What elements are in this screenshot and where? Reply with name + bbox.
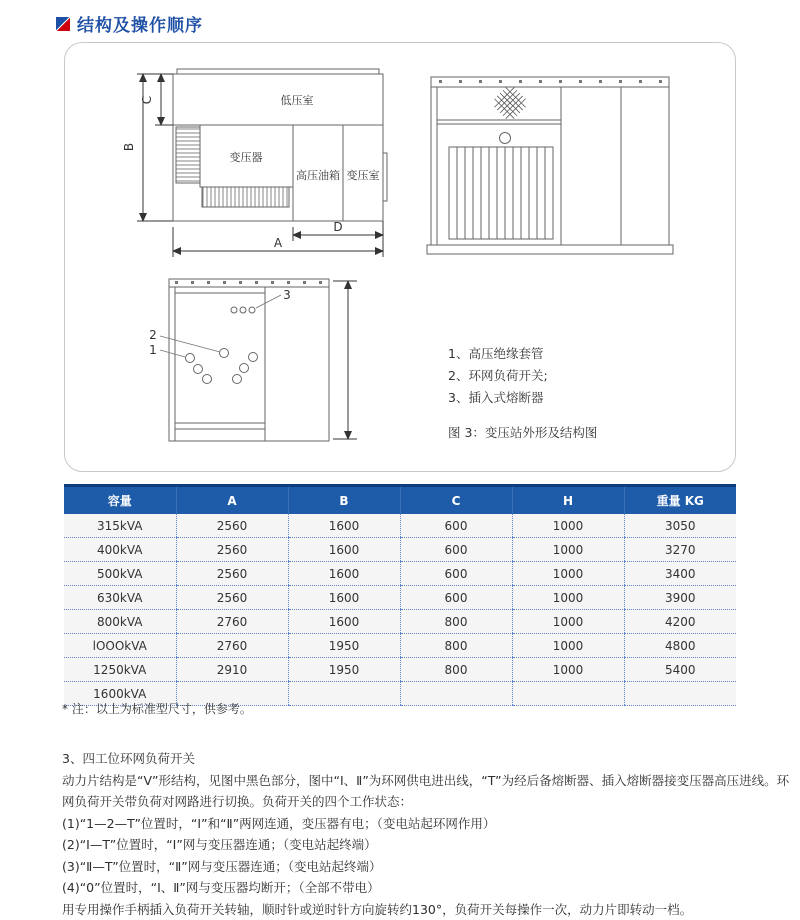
- table-row: [64, 658, 736, 682]
- table-cell: 600: [400, 586, 512, 610]
- text-line: (3)“Ⅱ—T”位置时，“Ⅱ”网与变压器连通；（变电站起终端）: [62, 856, 772, 878]
- table-cell: 1000: [512, 610, 624, 634]
- table-cell: 2910: [176, 658, 288, 682]
- table-cell: 600: [400, 562, 512, 586]
- section-header: [56, 11, 203, 36]
- table-cell: 800: [400, 658, 512, 682]
- callout-2-label: 2: [149, 328, 157, 342]
- legend-item: 1、高压绝缘套管: [448, 343, 548, 365]
- table-cell: 1600: [288, 562, 400, 586]
- dim-label-b: B: [122, 143, 136, 151]
- label-hv-oil-tank: 高压油箱: [296, 168, 340, 182]
- table-cell: 2760: [176, 634, 288, 658]
- column-header-h: H: [512, 486, 624, 515]
- table-row: [64, 538, 736, 562]
- table-header-row: [64, 486, 736, 515]
- text-line: (2)“Ⅰ—T”位置时，“Ⅰ”网与变压器连通；（变电站起终端）: [62, 834, 772, 856]
- table-cell: 1600: [288, 538, 400, 562]
- dim-label-a: A: [274, 236, 283, 250]
- callout-1-label: 1: [149, 343, 157, 357]
- figure-legend: [448, 343, 548, 409]
- table-cell: [512, 682, 624, 706]
- table-row: [64, 610, 736, 634]
- column-header-weight: 重量 KG: [624, 486, 736, 515]
- table-cell: [624, 682, 736, 706]
- table-cell: 1600: [288, 610, 400, 634]
- table-cell: 600: [400, 538, 512, 562]
- table-cell: 1250kVA: [64, 658, 176, 682]
- table-cell: 400kVA: [64, 538, 176, 562]
- spec-table: [64, 484, 736, 706]
- table-cell: 3400: [624, 562, 736, 586]
- table-cell: lOOOkVA: [64, 634, 176, 658]
- table-cell: 2560: [176, 514, 288, 538]
- column-header-b: B: [288, 486, 400, 515]
- table-row: [64, 562, 736, 586]
- table-cell: 1000: [512, 634, 624, 658]
- page-title: 结构及操作顺序: [77, 11, 203, 36]
- table-note: * 注：以上为标准型尺寸，供参考。: [62, 700, 252, 717]
- table-cell: 1600: [288, 514, 400, 538]
- table-cell: 5400: [624, 658, 736, 682]
- table-cell: 2760: [176, 610, 288, 634]
- table-cell: 800: [400, 634, 512, 658]
- table-cell: 1000: [512, 514, 624, 538]
- table-cell: 1950: [288, 658, 400, 682]
- table-row: [64, 634, 736, 658]
- table-cell: 630kVA: [64, 586, 176, 610]
- figure-panel: [64, 42, 736, 472]
- table-row: [64, 586, 736, 610]
- table-cell: 3270: [624, 538, 736, 562]
- legend-item: 2、环网负荷开关;: [448, 365, 548, 387]
- table-cell: 2560: [176, 538, 288, 562]
- table-cell: 3050: [624, 514, 736, 538]
- figure-caption: 图 3：变压站外形及结构图: [448, 423, 597, 441]
- label-transformer: 变压器: [230, 150, 263, 164]
- table-cell: 3900: [624, 586, 736, 610]
- table-cell: 1000: [512, 658, 624, 682]
- table-row: [64, 514, 736, 538]
- table-cell: 4800: [624, 634, 736, 658]
- column-header-c: C: [400, 486, 512, 515]
- column-header-a: A: [176, 486, 288, 515]
- figure3-drawing: [65, 43, 735, 471]
- table-cell: 500kVA: [64, 562, 176, 586]
- table-cell: 2560: [176, 562, 288, 586]
- table-cell: 1600kVA: [64, 682, 176, 706]
- text-line: 动力片结构是“V”形结构，见图中黑色部分，图中“Ⅰ、Ⅱ”为环网供电进出线，“T”为经后备熔断器、插入熔断器接变压器高压进线。环: [62, 770, 772, 792]
- table-cell: 800: [400, 610, 512, 634]
- table-cell: 4200: [624, 610, 736, 634]
- text-line: 网负荷开关带负荷对网路进行切换。负荷开关的四个工作状态：: [62, 791, 772, 813]
- table-cell: 1600: [288, 586, 400, 610]
- table-cell: 600: [400, 514, 512, 538]
- vent-hatch-decal: [494, 87, 525, 118]
- table-cell: 315kVA: [64, 514, 176, 538]
- table-cell: 800kVA: [64, 610, 176, 634]
- callout-3-label: 3: [283, 288, 291, 302]
- column-header-capacity: 容量: [64, 486, 176, 515]
- table-cell: [400, 682, 512, 706]
- text-line: (4)“0”位置时，“Ⅰ、Ⅱ”网与变压器均断开；（全部不带电）: [62, 877, 772, 899]
- text-line: 3、四工位环网负荷开关: [62, 748, 772, 770]
- table-cell: 2560: [176, 586, 288, 610]
- legend-item: 3、插入式熔断器: [448, 387, 548, 409]
- section-marker-icon: [56, 17, 70, 31]
- table-cell: 1000: [512, 562, 624, 586]
- dim-label-c: C: [140, 96, 154, 104]
- label-transformer-room: 变压室: [347, 168, 380, 182]
- label-low-voltage-room: 低压室: [281, 93, 314, 107]
- text-line: 用专用操作手柄插入负荷开关转轴，顺时针或逆时针方向旋转约130°，负荷开关每操作一次，动力片即转动一档。: [62, 899, 772, 920]
- dim-label-d: D: [333, 220, 342, 234]
- table-cell: 1000: [512, 586, 624, 610]
- table-cell: 1000: [512, 538, 624, 562]
- section-3-text: [62, 748, 772, 920]
- table-cell: [288, 682, 400, 706]
- text-line: (1)“1—2—T”位置时，“Ⅰ”和“Ⅱ”两网连通，变压器有电；（变电站起环网作用）: [62, 813, 772, 835]
- table-cell: 1950: [288, 634, 400, 658]
